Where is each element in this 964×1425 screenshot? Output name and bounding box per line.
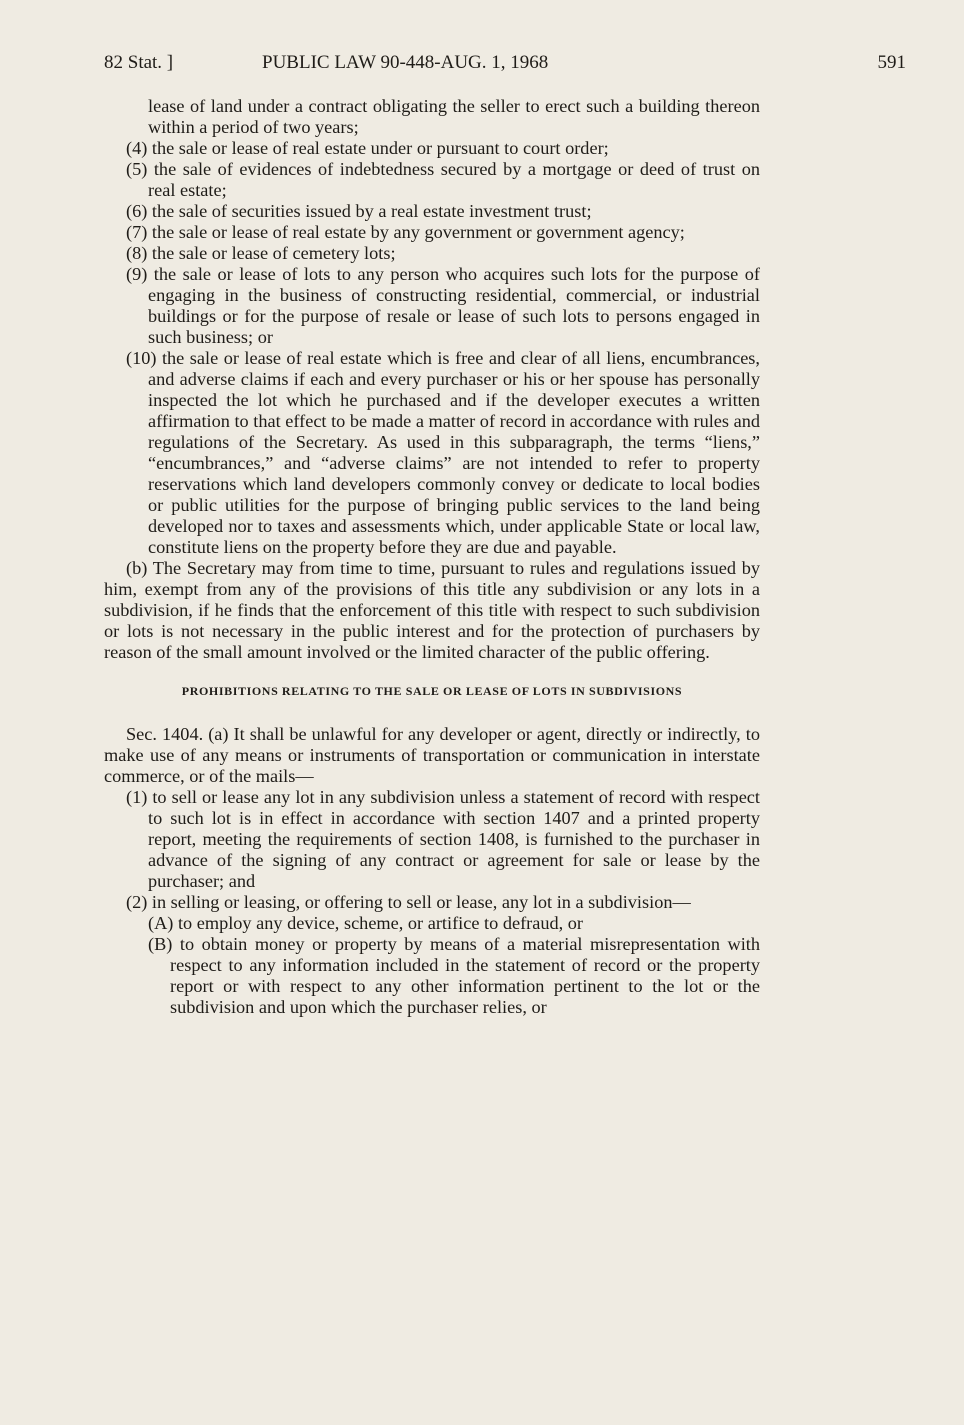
- section-heading: PROHIBITIONS RELATING TO THE SALE OR LEASE OF LOTS IN SUBDIVISIONS: [181, 684, 683, 698]
- paragraph-b: (b) The Secretary may from time to time, pursuant to rules and regulations issued by him, exempt from any of the provisions of this title any subdivision or any lots in a subdivision, if he finds that the enforcement of this title with respect to such subdivision or lots is not necessary in the public interest and for the protection of purchasers by reason of the small amount involved or the limited character of the public offering.: [104, 558, 760, 662]
- exemption-item-5: (5) the sale of evidences of indebtedness secured by a mortgage or deed of trust on real estate;: [126, 159, 760, 200]
- law-title: PUBLIC LAW 90-448-AUG. 1, 1968: [262, 52, 549, 73]
- section-1404-intro: Sec. 1404. (a) It shall be unlawful for any developer or agent, directly or indirectly, to make use of any means or instruments of transportation or communication in interstate commerce, or of the mails—: [104, 724, 760, 786]
- prohibition-item-B: (B) to obtain money or property by means of a material misrepresentation with respect to any information included in the statement of record or the property report or with respect to any other information pertinent to the lot or the subdivision and upon which the purchaser relies, or: [148, 934, 760, 1017]
- statute-reference: 82 Stat. ]: [104, 52, 174, 73]
- exemption-item-9: (9) the sale or lease of lots to any person who acquires such lots for the purpose of engaging in the business of constructing residential, commercial, or industrial buildings or for the purpose of resale or lease of such lots to persons engaged in such business; or: [126, 264, 760, 347]
- prohibition-item-1: (1) to sell or lease any lot in any subdivision unless a statement of record with respect to such lot is in effect in accordance with section 1407 and a printed property report, meeting the requirements of section 1408, is furnished to the purchaser in advance of the signing of any contract or agreement for sale or lease by the purchaser; and: [126, 787, 760, 891]
- prohibition-item-2: (2) in selling or leasing, or offering to sell or lease, any lot in a subdivision—: [126, 892, 691, 912]
- exemption-item-10: (10) the sale or lease of real estate which is free and clear of all liens, encumbrances, and adverse claims if each and every purchaser or his or her spouse has personally inspected the lot which he purchased and if the developer executes a written affirmation to that effect to be made a matter of record in accordance with rules and regulations of the Secretary. As used in this subparagraph, the terms “liens,” “encumbrances,” and “adverse claims” are not intended to refer to property reservations which land developers commonly convey or dedicate to local bodies or public utilities for the purpose of bringing public services to the land being developed nor to taxes and assessments which, under applicable State or local law, constitute liens on the property before they are due and payable.: [126, 348, 760, 557]
- prohibition-item-A: (A) to employ any device, scheme, or artifice to defraud, or: [148, 913, 584, 933]
- exemption-item-7: (7) the sale or lease of real estate by any government or government agency;: [126, 222, 685, 242]
- page-header: [0, 52, 964, 82]
- body-text: [104, 96, 760, 1018]
- exemption-item-4: (4) the sale or lease of real estate under or pursuant to court order;: [126, 138, 609, 158]
- exemption-item-8: (8) the sale or lease of cemetery lots;: [126, 243, 396, 263]
- page-number: 591: [877, 52, 906, 73]
- continued-paragraph: lease of land under a contract obligating the seller to erect such a building thereon within a period of two years;: [148, 96, 760, 137]
- exemption-item-6: (6) the sale of securities issued by a real estate investment trust;: [126, 201, 592, 221]
